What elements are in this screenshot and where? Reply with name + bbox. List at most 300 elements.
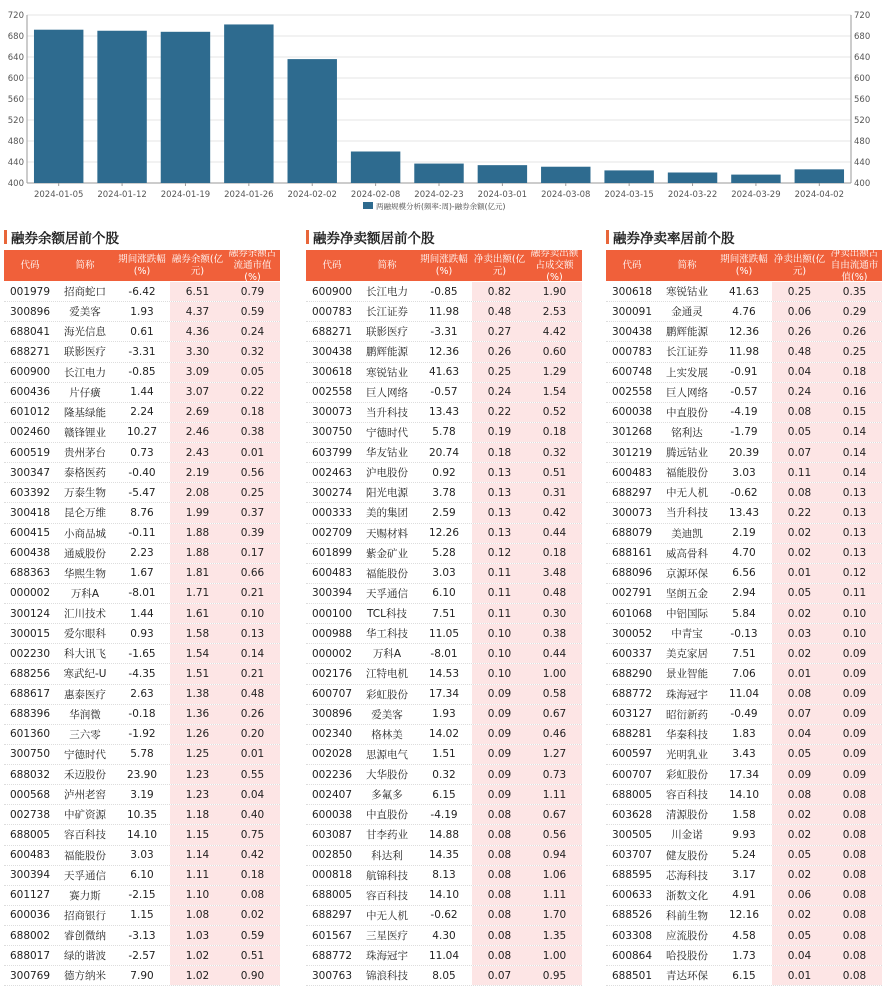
- cell-name: 天孚通信: [64, 869, 106, 882]
- table-row[interactable]: [606, 322, 882, 342]
- table-row[interactable]: [606, 282, 882, 302]
- cell-change: -8.01: [430, 647, 458, 660]
- cell-change: 8.13: [432, 869, 456, 882]
- cell-ratio: 1.11: [527, 886, 582, 905]
- cell-ratio: 0.11: [827, 584, 882, 603]
- table-row[interactable]: [606, 463, 882, 483]
- bar: [351, 152, 400, 184]
- cell-name: 中直股份: [366, 809, 408, 822]
- table-row[interactable]: [306, 363, 582, 383]
- cell-name: 禾迈股份: [64, 769, 106, 782]
- table-row[interactable]: [4, 886, 280, 906]
- table-row[interactable]: [306, 664, 582, 684]
- column-header-amount[interactable]: 融券余额(亿元): [170, 250, 225, 281]
- table-row[interactable]: [4, 825, 280, 845]
- table-row[interactable]: [306, 604, 582, 624]
- cell-change: -3.31: [430, 325, 458, 338]
- cell-name: 联影医疗: [366, 326, 408, 339]
- table-row[interactable]: [606, 564, 882, 584]
- cell-amount: 0.11: [472, 584, 527, 603]
- cell-code: 300015: [9, 627, 51, 640]
- cell-code: 688617: [9, 688, 51, 701]
- table-row[interactable]: [4, 685, 280, 705]
- cell-ratio: 0.90: [225, 966, 280, 985]
- cell-name: 珠海冠宇: [366, 950, 408, 963]
- cell-ratio: 0.35: [827, 282, 882, 301]
- cell-amount: 0.08: [772, 685, 827, 704]
- cell-name: 福能股份: [366, 567, 408, 580]
- panel-title-text: 融券余额居前个股: [11, 231, 119, 247]
- cell-ratio: 0.09: [827, 765, 882, 784]
- cell-change: -3.31: [128, 345, 156, 358]
- column-header-amount[interactable]: 净卖出额(亿元): [472, 250, 527, 281]
- cell-amount: 0.03: [772, 624, 827, 643]
- cell-amount: 0.05: [772, 846, 827, 865]
- cell-amount: 0.13: [472, 524, 527, 543]
- cell-name: 鹏辉能源: [366, 346, 408, 359]
- table-row[interactable]: [606, 946, 882, 966]
- table-row[interactable]: [4, 705, 280, 725]
- cell-ratio: 0.08: [827, 785, 882, 804]
- table-row[interactable]: [306, 644, 582, 664]
- cell-change: 20.39: [728, 446, 760, 459]
- table-row[interactable]: [4, 725, 280, 745]
- table-row[interactable]: [4, 805, 280, 825]
- cell-change: 14.10: [126, 828, 158, 841]
- table-row[interactable]: [306, 765, 582, 785]
- cell-amount: 1.38: [170, 685, 225, 704]
- table-row[interactable]: [606, 423, 882, 443]
- cell-amount: 0.02: [772, 604, 827, 623]
- table-row[interactable]: [606, 705, 882, 725]
- cell-code: 601360: [9, 728, 51, 741]
- table-row[interactable]: [306, 544, 582, 564]
- title-accent-bar: [606, 230, 609, 244]
- cell-ratio: 0.58: [527, 685, 582, 704]
- cell-amount: 0.48: [772, 342, 827, 361]
- cell-code: 601567: [311, 929, 353, 942]
- cell-name: 中矿资源: [64, 809, 106, 822]
- cell-change: 7.06: [732, 667, 756, 680]
- cell-amount: 6.51: [170, 282, 225, 301]
- table-row[interactable]: [4, 363, 280, 383]
- cell-ratio: 0.08: [827, 846, 882, 865]
- table-row[interactable]: [306, 383, 582, 403]
- table-row[interactable]: [306, 403, 582, 423]
- table-row[interactable]: [4, 443, 280, 463]
- table-row[interactable]: [306, 564, 582, 584]
- cell-ratio: 0.26: [827, 322, 882, 341]
- cell-amount: 1.02: [170, 946, 225, 965]
- column-header-code[interactable]: 代码: [20, 259, 40, 271]
- cell-change: 11.05: [428, 627, 460, 640]
- y-tick-label-left: 600: [7, 74, 24, 84]
- table-row[interactable]: [306, 584, 582, 604]
- table-row[interactable]: [606, 805, 882, 825]
- cell-amount: 0.13: [472, 463, 527, 482]
- column-header-name[interactable]: 简称: [75, 259, 95, 271]
- cell-amount: 0.09: [472, 745, 527, 764]
- cell-amount: 1.18: [170, 805, 225, 824]
- cell-change: -0.85: [430, 285, 458, 298]
- table-row[interactable]: [606, 524, 882, 544]
- cell-amount: 0.08: [472, 866, 527, 885]
- table-row[interactable]: [4, 624, 280, 644]
- cell-ratio: 0.13: [225, 624, 280, 643]
- cell-ratio: 0.94: [527, 846, 582, 865]
- cell-name: 景业智能: [666, 668, 708, 681]
- table-row[interactable]: [606, 664, 882, 684]
- cell-amount: 0.02: [772, 825, 827, 844]
- table-row[interactable]: [606, 644, 882, 664]
- table-row[interactable]: [606, 342, 882, 362]
- table-row[interactable]: [4, 282, 280, 302]
- table-row[interactable]: [306, 825, 582, 845]
- table-row[interactable]: [606, 906, 882, 926]
- cell-code: 300073: [311, 406, 353, 419]
- cell-code: 300438: [311, 345, 353, 358]
- cell-amount: 0.19: [472, 423, 527, 442]
- cell-change: 5.78: [432, 426, 456, 439]
- table-row[interactable]: [306, 503, 582, 523]
- cell-change: 4.76: [732, 305, 756, 318]
- table-row[interactable]: [606, 966, 882, 986]
- cell-ratio: 0.13: [827, 524, 882, 543]
- cell-code: 603628: [611, 808, 653, 821]
- cell-amount: 0.04: [772, 725, 827, 744]
- cell-change: 3.17: [732, 869, 756, 882]
- table-row[interactable]: [606, 685, 882, 705]
- cell-name: 沪电股份: [366, 467, 408, 480]
- cell-ratio: 0.29: [827, 302, 882, 321]
- cell-name: 万泰生物: [64, 487, 106, 500]
- y-tick-label-right: 400: [854, 179, 871, 189]
- cell-amount: 0.08: [472, 926, 527, 945]
- cell-change: -0.18: [128, 708, 156, 721]
- cell-change: -8.01: [128, 587, 156, 600]
- cell-amount: 1.99: [170, 503, 225, 522]
- cell-ratio: 0.73: [527, 765, 582, 784]
- cell-code: 688501: [611, 969, 653, 982]
- cell-ratio: 0.09: [827, 705, 882, 724]
- cell-code: 600633: [611, 889, 653, 902]
- cell-amount: 0.09: [472, 765, 527, 784]
- cell-change: 41.63: [728, 285, 760, 298]
- cell-ratio: 0.20: [225, 725, 280, 744]
- cell-amount: 1.88: [170, 524, 225, 543]
- table-row[interactable]: [606, 765, 882, 785]
- column-header-code[interactable]: 代码: [622, 259, 642, 271]
- table-row[interactable]: [4, 966, 280, 986]
- table-row[interactable]: [306, 483, 582, 503]
- x-tick-label: 2024-02-02: [287, 190, 337, 200]
- cell-ratio: 0.67: [527, 805, 582, 824]
- cell-name: 天孚通信: [366, 587, 408, 600]
- table-row[interactable]: [606, 544, 882, 564]
- cell-change: 7.51: [432, 607, 456, 620]
- table-row[interactable]: [4, 644, 280, 664]
- table-row[interactable]: [606, 745, 882, 765]
- cell-name: 通威股份: [64, 547, 106, 560]
- table-row[interactable]: [606, 785, 882, 805]
- cell-change: 6.15: [432, 788, 456, 801]
- column-header-change[interactable]: 期间涨跌幅(%): [118, 253, 166, 277]
- column-header-ratio[interactable]: 融券卖出额占成交额(%): [527, 250, 582, 281]
- cell-change: 14.10: [728, 788, 760, 801]
- cell-name: 容百科技: [366, 889, 408, 902]
- y-tick-label-left: 480: [7, 137, 24, 147]
- table-row[interactable]: [606, 725, 882, 745]
- column-header-name[interactable]: 简称: [677, 259, 697, 271]
- cell-name: 万科A: [70, 587, 100, 600]
- cell-change: -0.57: [430, 386, 458, 399]
- table-row[interactable]: [606, 584, 882, 604]
- cell-change: 5.84: [732, 607, 756, 620]
- cell-ratio: 0.10: [827, 624, 882, 643]
- cell-ratio: 0.14: [827, 443, 882, 462]
- table-row[interactable]: [606, 403, 882, 423]
- panel-net-short-ratio: [606, 226, 882, 986]
- table-row[interactable]: [606, 866, 882, 886]
- cell-amount: 3.09: [170, 363, 225, 382]
- cell-amount: 1.71: [170, 584, 225, 603]
- cell-code: 002176: [311, 667, 353, 680]
- cell-ratio: 0.25: [827, 342, 882, 361]
- cell-ratio: 0.22: [225, 383, 280, 402]
- cell-amount: 2.43: [170, 443, 225, 462]
- table-row[interactable]: [4, 584, 280, 604]
- cell-change: 5.78: [130, 748, 154, 761]
- cell-name: 坚朗五金: [666, 587, 708, 600]
- cell-amount: 0.02: [772, 805, 827, 824]
- cell-name: 福能股份: [666, 467, 708, 480]
- cell-change: -1.79: [730, 426, 758, 439]
- cell-amount: 4.37: [170, 302, 225, 321]
- cell-amount: 1.25: [170, 745, 225, 764]
- cell-name: 华秦科技: [666, 728, 708, 741]
- table-row[interactable]: [4, 564, 280, 584]
- bar: [161, 32, 210, 183]
- table-header: [606, 247, 882, 283]
- y-tick-label-left: 640: [7, 53, 24, 63]
- table-row[interactable]: [306, 524, 582, 544]
- cell-ratio: 0.04: [225, 785, 280, 804]
- cell-change: 6.10: [130, 869, 154, 882]
- column-header-change[interactable]: 期间涨跌幅(%): [720, 253, 768, 277]
- cell-code: 603087: [311, 828, 353, 841]
- bar: [34, 30, 83, 183]
- table-row[interactable]: [306, 302, 582, 322]
- table-row[interactable]: [4, 846, 280, 866]
- cell-code: 300896: [311, 708, 353, 721]
- table-row[interactable]: [4, 906, 280, 926]
- cell-change: 1.51: [432, 748, 456, 761]
- cell-amount: 1.03: [170, 926, 225, 945]
- table-row[interactable]: [306, 906, 582, 926]
- table-row[interactable]: [306, 785, 582, 805]
- table-row[interactable]: [306, 685, 582, 705]
- cell-amount: 1.51: [170, 664, 225, 683]
- cell-change: -0.62: [430, 909, 458, 922]
- cell-name: 天赐材料: [366, 527, 408, 540]
- cell-code: 600415: [9, 527, 51, 540]
- x-tick-label: 2024-02-08: [350, 190, 401, 200]
- x-tick-label: 2024-03-22: [667, 190, 718, 200]
- table-row[interactable]: [4, 342, 280, 362]
- table-row[interactable]: [306, 423, 582, 443]
- table-row[interactable]: [4, 785, 280, 805]
- table-row[interactable]: [606, 604, 882, 624]
- cell-code: 300896: [9, 305, 51, 318]
- cell-amount: 0.27: [472, 322, 527, 341]
- cell-code: 002738: [9, 808, 51, 821]
- table-row[interactable]: [306, 725, 582, 745]
- cell-amount: 0.06: [772, 886, 827, 905]
- cell-ratio: 0.17: [225, 544, 280, 563]
- cell-ratio: 0.05: [225, 363, 280, 382]
- cell-amount: 0.02: [772, 524, 827, 543]
- table-row[interactable]: [4, 664, 280, 684]
- cell-amount: 0.22: [772, 503, 827, 522]
- table-row[interactable]: [306, 745, 582, 765]
- cell-ratio: 0.16: [827, 383, 882, 402]
- column-header-ratio[interactable]: 净卖出额占自由流通市值(%): [827, 250, 882, 281]
- table-row[interactable]: [606, 302, 882, 322]
- table-row[interactable]: [606, 624, 882, 644]
- cell-ratio: 0.13: [827, 544, 882, 563]
- cell-code: 600438: [9, 547, 51, 560]
- cell-name: 寒武纪-U: [63, 668, 107, 681]
- cell-code: 688772: [611, 688, 653, 701]
- column-header-code[interactable]: 代码: [322, 259, 342, 271]
- cell-change: 0.61: [130, 325, 154, 338]
- cell-ratio: 0.12: [827, 564, 882, 583]
- cell-change: -3.13: [128, 929, 156, 942]
- table-row[interactable]: [4, 483, 280, 503]
- table-row[interactable]: [4, 544, 280, 564]
- table-row[interactable]: [306, 282, 582, 302]
- cell-change: 14.10: [428, 889, 460, 902]
- x-tick-label: 2024-01-26: [224, 190, 274, 200]
- table-row[interactable]: [306, 926, 582, 946]
- table-row[interactable]: [4, 503, 280, 523]
- table-row[interactable]: [606, 503, 882, 523]
- cell-code: 301268: [611, 426, 653, 439]
- table-row[interactable]: [306, 443, 582, 463]
- table-row[interactable]: [306, 866, 582, 886]
- table-row[interactable]: [606, 483, 882, 503]
- table-row[interactable]: [4, 322, 280, 342]
- cell-code: 300618: [311, 366, 353, 379]
- table-row[interactable]: [306, 886, 582, 906]
- table-row[interactable]: [606, 846, 882, 866]
- cell-name: 海光信息: [64, 326, 106, 339]
- table-row[interactable]: [606, 383, 882, 403]
- table-row[interactable]: [4, 604, 280, 624]
- cell-name: 美克家居: [666, 648, 708, 661]
- column-header-name[interactable]: 简称: [377, 259, 397, 271]
- cell-amount: 0.26: [772, 322, 827, 341]
- cell-code: 002558: [311, 386, 353, 399]
- cell-amount: 0.05: [772, 423, 827, 442]
- cell-ratio: 0.59: [225, 302, 280, 321]
- table-row[interactable]: [306, 946, 582, 966]
- cell-ratio: 0.08: [225, 886, 280, 905]
- y-tick-label-left: 440: [7, 158, 24, 168]
- table-row[interactable]: [4, 926, 280, 946]
- cell-name: 睿创微纳: [64, 930, 106, 943]
- x-tick-label: 2024-04-02: [794, 190, 845, 200]
- cell-change: 2.59: [432, 506, 456, 519]
- cell-name: 三六零: [69, 728, 101, 741]
- table-row[interactable]: [306, 705, 582, 725]
- bar-chart-svg: [0, 0, 888, 218]
- cell-ratio: 0.02: [225, 906, 280, 925]
- table-row[interactable]: [4, 383, 280, 403]
- cell-name: 上实发展: [666, 366, 708, 379]
- table-row[interactable]: [606, 363, 882, 383]
- bar: [97, 31, 146, 183]
- cell-code: 600519: [9, 446, 51, 459]
- table-row[interactable]: [4, 745, 280, 765]
- table-row[interactable]: [306, 624, 582, 644]
- cell-change: -2.57: [128, 949, 156, 962]
- y-tick-label-right: 600: [854, 74, 871, 84]
- cell-code: 300750: [9, 748, 51, 761]
- cell-name: 芯海科技: [666, 869, 708, 882]
- cell-name: 容百科技: [666, 789, 708, 802]
- cell-code: 300750: [311, 426, 353, 439]
- cell-name: 中无人机: [366, 909, 408, 922]
- cell-code: 300505: [611, 828, 653, 841]
- table-row[interactable]: [4, 866, 280, 886]
- cell-code: 600748: [611, 366, 653, 379]
- cell-amount: 1.81: [170, 564, 225, 583]
- cell-change: 9.93: [732, 828, 756, 841]
- table-row[interactable]: [306, 463, 582, 483]
- table-row[interactable]: [4, 403, 280, 423]
- cell-amount: 0.06: [772, 302, 827, 321]
- cell-change: 2.63: [130, 688, 154, 701]
- cell-ratio: 0.67: [527, 705, 582, 724]
- panel-short-balance: [4, 226, 280, 986]
- table-row[interactable]: [606, 825, 882, 845]
- table-row[interactable]: [4, 302, 280, 322]
- table-row[interactable]: [606, 886, 882, 906]
- table-row[interactable]: [306, 966, 582, 986]
- table-row[interactable]: [606, 443, 882, 463]
- table-row[interactable]: [306, 805, 582, 825]
- cell-code: 601127: [9, 889, 51, 902]
- table-row[interactable]: [606, 926, 882, 946]
- table-row[interactable]: [4, 463, 280, 483]
- column-header-amount[interactable]: 净卖出额(亿元): [772, 250, 827, 281]
- column-header-change[interactable]: 期间涨跌幅(%): [420, 253, 468, 277]
- table-row[interactable]: [306, 342, 582, 362]
- table-row[interactable]: [4, 765, 280, 785]
- table-row[interactable]: [4, 524, 280, 544]
- cell-name: 紫金矿业: [366, 547, 408, 560]
- column-header-ratio[interactable]: 融券余额占流通市值(%): [225, 250, 280, 281]
- table-row[interactable]: [4, 423, 280, 443]
- table-row[interactable]: [4, 946, 280, 966]
- cell-change: 12.36: [728, 325, 760, 338]
- cell-amount: 0.08: [472, 946, 527, 965]
- x-tick-label: 2024-03-01: [477, 190, 528, 200]
- table-row[interactable]: [306, 322, 582, 342]
- cell-code: 300394: [9, 869, 51, 882]
- table-row[interactable]: [306, 846, 582, 866]
